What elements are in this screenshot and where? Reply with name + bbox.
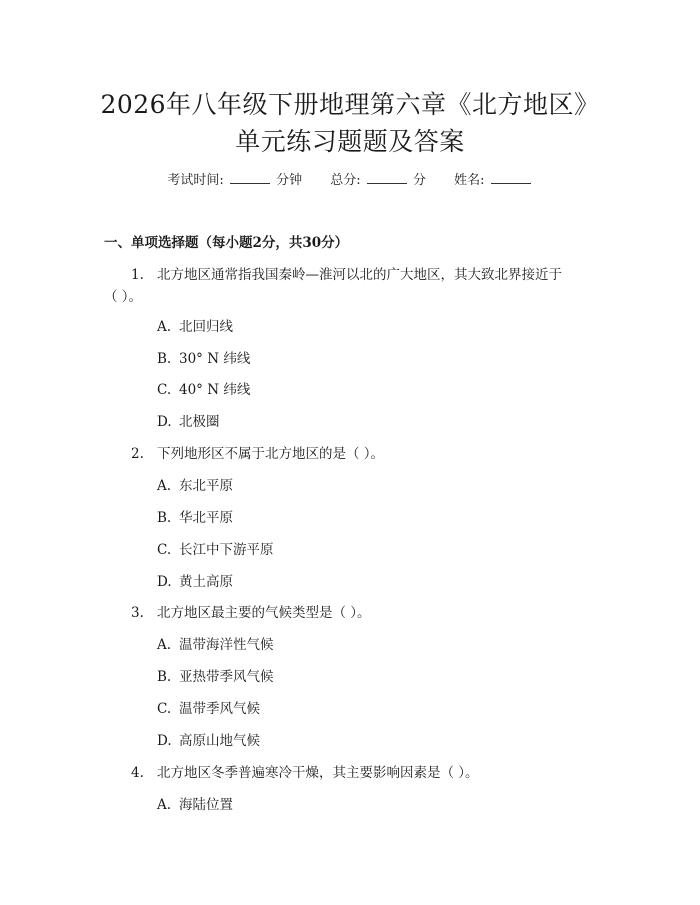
option-letter: C.	[157, 701, 172, 717]
exam-time-blank	[230, 171, 270, 184]
option-item	[157, 570, 233, 590]
student-name-blank	[491, 171, 531, 184]
student-name-label: 姓名:	[454, 173, 485, 188]
exam-time-field	[167, 169, 302, 188]
option-text: 温带季风气候	[179, 701, 260, 717]
question-number: 1.	[131, 267, 144, 283]
question-number: 2.	[131, 446, 144, 462]
question-text: 北方地区最主要的气候类型是（ ）。	[157, 605, 371, 621]
option-text: 华北平原	[179, 510, 233, 526]
option-letter: B.	[157, 669, 172, 685]
option-letter: A.	[157, 797, 172, 813]
question-3	[131, 601, 371, 621]
option-letter: A.	[157, 478, 172, 494]
option-text: 东北平原	[179, 478, 233, 494]
option-letter: D.	[157, 414, 172, 430]
option-item	[157, 729, 260, 749]
option-letter: B.	[157, 351, 172, 367]
option-item	[157, 347, 250, 367]
question-2	[131, 442, 384, 462]
option-item	[157, 315, 233, 335]
question-text: 北方地区通常指我国秦岭—淮河以北的广大地区，其大致北界接近于	[157, 267, 562, 283]
option-letter: B.	[157, 510, 172, 526]
option-text: 亚热带季风气候	[179, 669, 274, 685]
option-letter: A.	[157, 637, 172, 653]
option-item	[157, 538, 274, 558]
option-item	[157, 633, 274, 653]
total-score-unit: 分	[412, 173, 426, 188]
option-text: 北回归线	[179, 319, 233, 335]
option-text: 温带海洋性气候	[179, 637, 274, 653]
option-text: 海陆位置	[179, 797, 233, 813]
document-title-line-1: 2026年八年级下册地理第六章《北方地区》	[100, 90, 600, 119]
option-text: 北极圈	[179, 414, 220, 430]
option-item	[157, 793, 233, 813]
section-heading: 一、单项选择题（每小题2分，共30分）	[104, 235, 349, 251]
option-text: 高原山地气候	[179, 733, 260, 749]
option-item	[157, 410, 220, 430]
option-letter: C.	[157, 382, 172, 398]
question-1	[131, 263, 562, 283]
exam-meta	[0, 169, 700, 188]
option-letter: D.	[157, 733, 172, 749]
option-item	[157, 697, 260, 717]
option-item	[157, 474, 233, 494]
option-item	[157, 506, 233, 526]
option-letter: D.	[157, 574, 172, 590]
question-4	[131, 761, 479, 781]
exam-time-label: 考试时间:	[167, 173, 224, 188]
student-name-field	[454, 169, 533, 188]
option-item	[157, 378, 250, 398]
total-score-label: 总分:	[330, 173, 361, 188]
option-item	[157, 665, 274, 685]
total-score-blank	[367, 171, 407, 184]
question-number: 3.	[131, 605, 144, 621]
option-letter: C.	[157, 542, 172, 558]
question-number: 4.	[131, 765, 144, 781]
exam-time-unit: 分钟	[276, 173, 303, 188]
question-text: 北方地区冬季普遍寒冷干燥，其主要影响因素是（ ）。	[157, 765, 479, 781]
question-text: 下列地形区不属于北方地区的是（ ）。	[157, 446, 385, 462]
option-text: 黄土高原	[179, 574, 233, 590]
document-title-line-2: 单元练习题题及答案	[235, 127, 465, 156]
option-letter: A.	[157, 319, 172, 335]
option-text: 40° N 纬线	[179, 382, 251, 398]
question-1-continuation: （ ）。	[104, 289, 143, 305]
option-text: 长江中下游平原	[179, 542, 274, 558]
total-score-field	[330, 169, 426, 188]
option-text: 30° N 纬线	[179, 351, 251, 367]
